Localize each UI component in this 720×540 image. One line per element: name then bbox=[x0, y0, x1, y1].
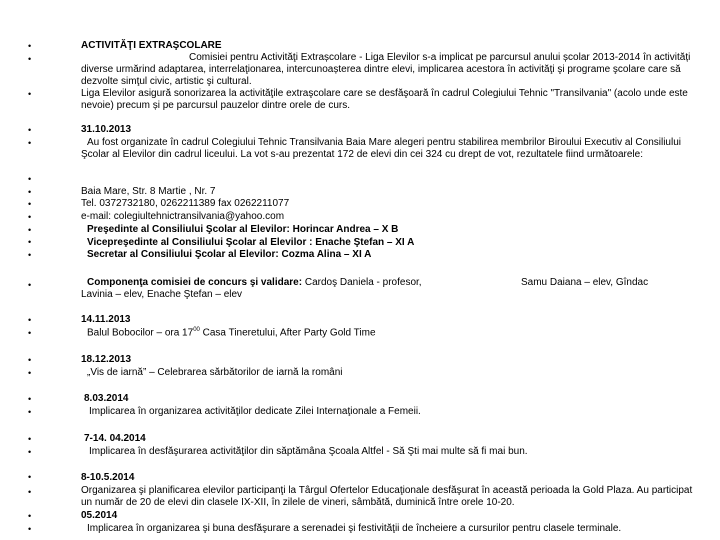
bullet: • bbox=[28, 328, 32, 338]
event-date: 31.10.2013 bbox=[81, 124, 132, 135]
bullet: • bbox=[28, 447, 32, 457]
school-email: e-mail: colegiultehnictransilvania@yahoo.com bbox=[81, 211, 285, 222]
election-paragraph: Au fost organizate în cadrul Colegiului Tehnic Transilvania Baia Mare alegeri pentru stabilirea membrilor Biroului Executiv al Consiliului Şcolar al Elevilor din cadrul liceului. La vot s-au prezentat 172 de elevi din cei 324 cu drept de vot, rezultatele fiind următoarele: bbox=[81, 137, 681, 160]
bullet: • bbox=[28, 407, 32, 417]
bullet: • bbox=[28, 368, 32, 378]
bullet: • bbox=[28, 187, 32, 197]
school-address: Baia Mare, Str. 8 Martie , Nr. 7 bbox=[81, 186, 216, 197]
event-date: 18.12.2013 bbox=[81, 354, 132, 365]
commission-line bbox=[81, 277, 467, 289]
event-description: Implicarea în desfăşurarea activităţilor din săptămâna Şcoala Altfel - Să Şti mai multe să fi mai bun. bbox=[89, 446, 528, 457]
commission-member-2: Samu Daiana – elev, Gîndac bbox=[521, 277, 649, 288]
bullet: • bbox=[28, 199, 32, 209]
event-description: Balul Bobocilor – ora $17^{00}$ Casa Tineretului, After Party Gold Time bbox=[87, 327, 376, 339]
event-date: 14.11.2013 bbox=[81, 314, 131, 325]
bullet: • bbox=[28, 487, 32, 497]
bullet: • bbox=[28, 355, 32, 365]
event-date: 8.03.2014 bbox=[84, 393, 129, 404]
commission-member: Cardoş Daniela - profesor, bbox=[302, 277, 422, 288]
event-description: Implicarea în organizarea şi buna desfăşurare a serenadei şi festivităţii de încheiere a cursurilor pentru clasele terminale. bbox=[87, 523, 622, 534]
bullet: • bbox=[28, 394, 32, 404]
event-date: 05.2014 bbox=[81, 510, 118, 521]
event-description: Implicarea în organizarea activităţilor dedicate Zilei Internaţionale a Femeii. bbox=[89, 406, 421, 417]
bullet: • bbox=[28, 472, 32, 482]
bullet: • bbox=[28, 434, 32, 444]
intro-paragraph: Comisiei pentru Activităţi Extrașcolare - Liga Elevilor s-a implicat pe parcursul anului școlar 2013-2014 în activități diverse urmărind adaptarea, interrelaţionarea, intercunoașterea dintre elevi, implicarea acestora în activităţi şi programe şcolare care să dezvolte simţul civic, artistic şi cultural. bbox=[81, 52, 691, 87]
event-description: Organizarea şi planificarea elevilor participanţi la Târgul Ofertelor Educaţionale desfăşurat în această perioada la Gold Plaza. Au participat un număr de 20 de elevi din clasele IX-XII, în zilele de vineri, sâmbătă, duminică între orele 10-20. bbox=[81, 485, 693, 508]
section-heading: ACTIVITĂŢI EXTRAŞCOLARE bbox=[81, 40, 222, 51]
president-line: Preşedinte al Consiliului Şcolar al Elevilor: Horincar Andrea – X B bbox=[87, 224, 399, 235]
bullet: • bbox=[28, 250, 32, 260]
commission-members-cont: Lavinia – elev, Enache Ştefan – elev bbox=[81, 289, 243, 300]
bullet: • bbox=[28, 212, 32, 222]
bullet: • bbox=[28, 138, 32, 148]
bullet-column bbox=[28, 0, 36, 540]
secretary-line: Secretar al Consiliului Şcolar al Elevilor: Cozma Alina – XI A bbox=[87, 249, 372, 260]
bullet: • bbox=[28, 280, 32, 290]
bullet: • bbox=[28, 41, 32, 51]
bullet: • bbox=[28, 315, 32, 325]
bullet: • bbox=[28, 89, 32, 99]
school-phone: Tel. 0372732180, 0262211389 fax 0262211077 bbox=[81, 198, 290, 209]
commission-label: Componenţa comisiei de concurs şi validare: bbox=[87, 277, 303, 288]
bullet: • bbox=[28, 237, 32, 247]
bullet: • bbox=[28, 54, 32, 64]
vice-president-line: Vicepreşedinte al Consiliului Şcolar al Elevilor : Enache Ştefan – XI A bbox=[87, 237, 415, 248]
bullet: • bbox=[28, 524, 32, 534]
bullet: • bbox=[28, 225, 32, 235]
bullet: • bbox=[28, 125, 32, 135]
bullet: • bbox=[28, 174, 32, 184]
sound-paragraph: Liga Elevilor asigură sonorizarea la activităţile extraşcolare care se desfăşoară în cadrul Colegiului Tehnic "Transilvania" (acolo unde este nevoie) precum și pe parcursul pauzelor dintre orele de curs. bbox=[81, 88, 688, 111]
event-date: 7-14. 04.2014 bbox=[84, 433, 146, 444]
event-date: 8-10.5.2014 bbox=[81, 472, 135, 483]
event-description: „Vis de iarnă” – Celebrarea sărbătorilor de iarnă la români bbox=[87, 367, 343, 378]
bullet: • bbox=[28, 511, 32, 521]
